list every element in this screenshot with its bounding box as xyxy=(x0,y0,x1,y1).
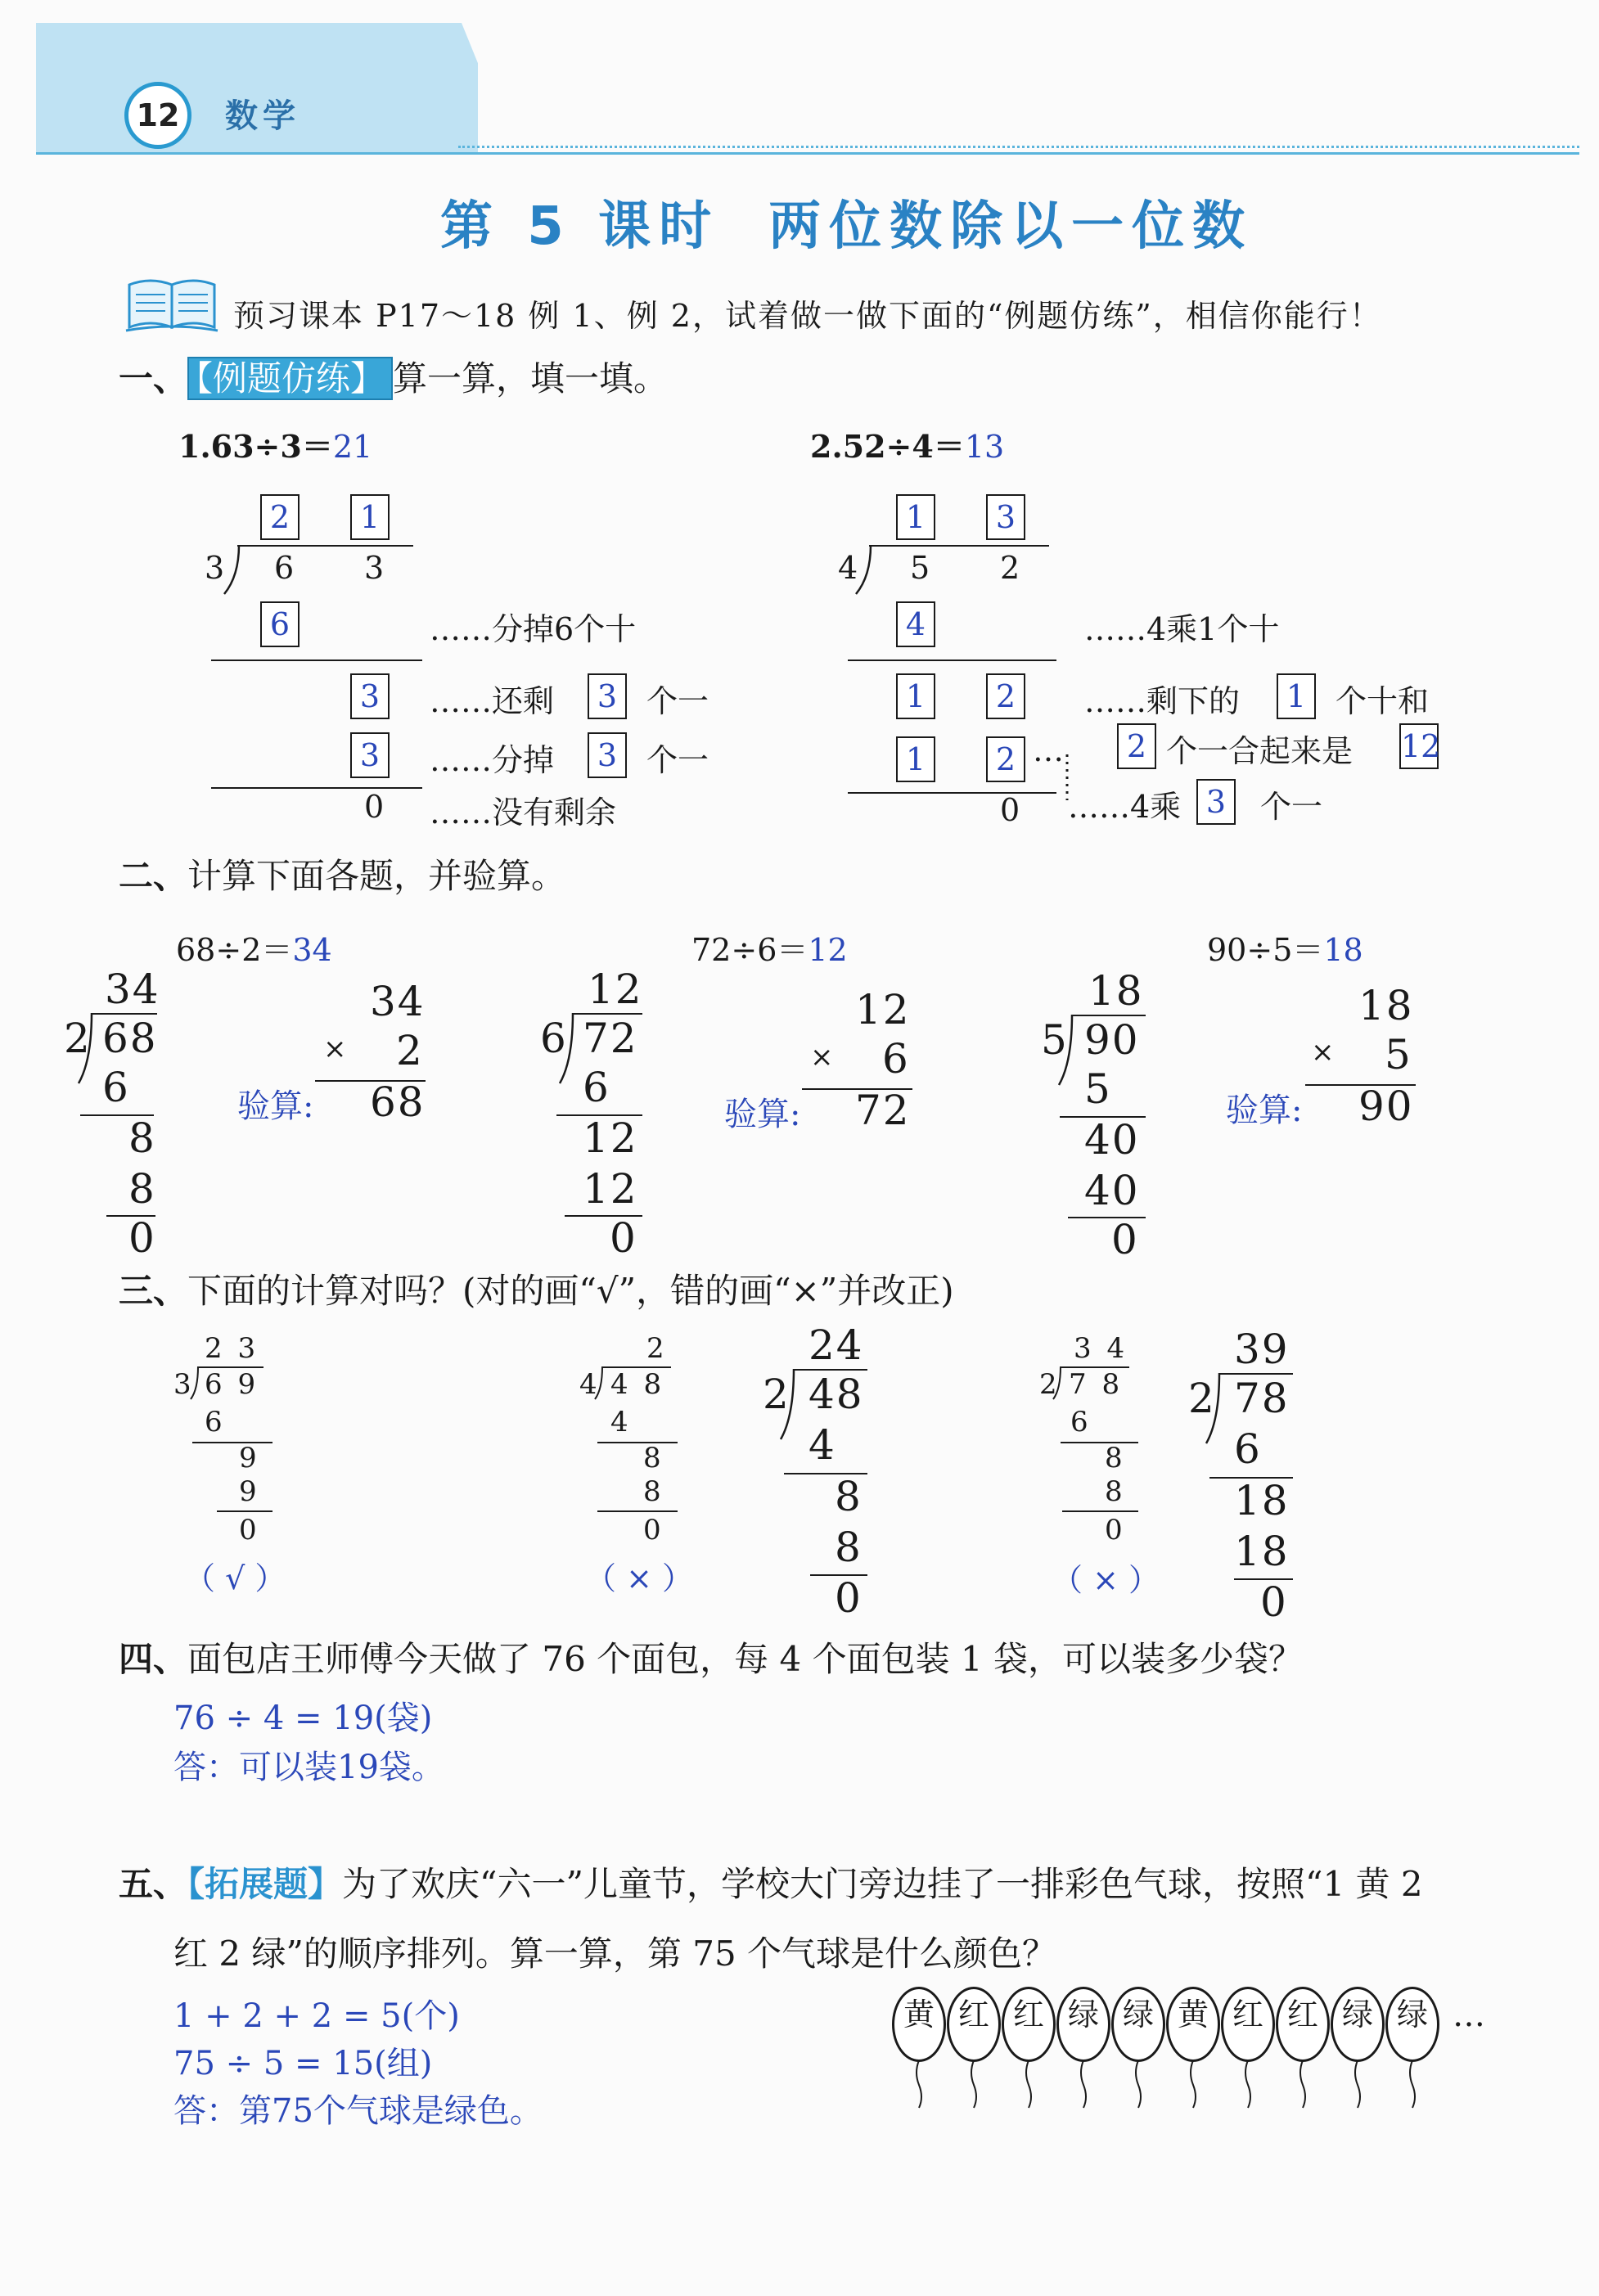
problem-1-answer: 21 xyxy=(332,429,373,465)
s5-equation-1: 1 + 2 + 2 = 5(个) xyxy=(173,1997,460,2035)
p1-subtract-2[interactable]: 3 xyxy=(350,732,390,778)
s2-1-dividend: 68 xyxy=(102,1015,158,1062)
s3a-divisor: 3 xyxy=(173,1368,191,1401)
p2-zero: 0 xyxy=(1000,792,1020,828)
s2-3-check-a: 18 xyxy=(1358,982,1414,1029)
s2-3-dividend: 90 xyxy=(1084,1016,1140,1064)
s3c-divisor: 2 xyxy=(1039,1368,1057,1401)
balloon: 红 xyxy=(1221,1987,1275,2062)
s2-3-check-b: 5 xyxy=(1385,1031,1412,1078)
section-1-heading xyxy=(119,352,668,401)
times-sign: × xyxy=(810,1041,834,1074)
s3c-fix-dividend: 78 xyxy=(1234,1375,1290,1422)
p2-division-bar xyxy=(869,545,1049,547)
s2-1-rem1: 8 xyxy=(128,1114,156,1162)
times-sign: × xyxy=(1311,1036,1335,1069)
page-title xyxy=(440,184,1253,259)
s2-1-check-a: 34 xyxy=(370,978,426,1025)
s5-answer: 答：第75个气球是绿色。 xyxy=(173,2092,543,2130)
s2-1-check-label: 验算: xyxy=(237,1087,314,1125)
lesson-label: 第 5 课时 xyxy=(440,196,720,257)
problem-2-answer: 13 xyxy=(964,429,1005,465)
p2-dividend-tens: 5 xyxy=(910,550,930,586)
s3c-quotient: 3 4 xyxy=(1074,1332,1128,1365)
balloon: 红 xyxy=(947,1987,1001,2062)
p1-rule-1 xyxy=(211,660,422,661)
balloon-string xyxy=(1133,2060,1144,2109)
s2-3-check-c: 90 xyxy=(1358,1083,1414,1130)
page-number: 12 xyxy=(124,82,191,149)
section-3-heading: 三、下面的计算对吗？(对的画“√”，错的画“×”并改正) xyxy=(119,1271,954,1311)
balloon-string xyxy=(1242,2060,1254,2109)
s3b-dividend: 4 8 xyxy=(610,1368,665,1401)
p2-divisor: 4 xyxy=(838,550,858,586)
s5-equation-2: 75 ÷ 5 = 15(组) xyxy=(173,2045,433,2082)
times-sign: × xyxy=(323,1033,347,1065)
balloon: 绿 xyxy=(1385,1987,1439,2062)
p1-note-3-unit: 个一 xyxy=(646,742,709,778)
p1-note-1: ……分掉6个十 xyxy=(430,611,637,647)
s3a-bracket xyxy=(188,1365,201,1401)
s3c-rule2 xyxy=(1062,1510,1138,1512)
s3b-rule1 xyxy=(597,1442,678,1443)
s3b-fix-quotient: 24 xyxy=(809,1321,864,1369)
balloon-string xyxy=(1297,2060,1308,2109)
p1-note-2-unit: 个一 xyxy=(646,683,709,719)
s3b-fix-divisor: 2 xyxy=(763,1371,790,1418)
section-2-heading: 二、计算下面各题，并验算。 xyxy=(119,856,566,896)
s2-1-sub2: 8 xyxy=(128,1165,156,1213)
p1-remain-1[interactable]: 3 xyxy=(350,673,390,719)
p2-dividend-ones: 2 xyxy=(1000,550,1020,586)
s2-3-rem1: 40 xyxy=(1084,1116,1140,1164)
s2-1-check-b: 2 xyxy=(396,1027,424,1074)
p2-note-2: ……剩下的 xyxy=(1084,683,1241,719)
p1-dividend-ones: 3 xyxy=(364,550,385,586)
s3c-rem1: 8 xyxy=(1105,1442,1123,1474)
s3b-bracket xyxy=(592,1365,606,1401)
p2-note-4-box[interactable]: 3 xyxy=(1196,779,1236,825)
p2-note-2-box[interactable]: 1 xyxy=(1277,673,1316,719)
s3a-mark: （ √ ） xyxy=(184,1560,286,1596)
s3c-fix-sub2: 18 xyxy=(1234,1528,1290,1575)
s2-2-dividend: 72 xyxy=(583,1015,638,1062)
s2-1-sub1: 6 xyxy=(102,1064,130,1111)
p2-subtract-ones[interactable]: 2 xyxy=(986,736,1025,782)
s3a-rule1 xyxy=(192,1442,273,1443)
s2-expr-3: 90÷5＝18 xyxy=(1207,932,1363,968)
s2-1-quotient: 34 xyxy=(105,966,160,1013)
lesson-topic: 两位数除以一位数 xyxy=(768,196,1254,257)
s2-1-divisor: 2 xyxy=(64,1015,92,1062)
example-tag: 【例题仿练】 xyxy=(187,357,393,400)
s2-2-check-a: 12 xyxy=(855,986,911,1033)
s4-equation: 76 ÷ 4 = 19(袋) xyxy=(173,1699,433,1737)
balloon-string xyxy=(968,2060,980,2109)
s2-3-sub2: 40 xyxy=(1084,1167,1140,1214)
p1-quotient-tens[interactable]: 2 xyxy=(260,494,300,540)
s3b-zero: 0 xyxy=(643,1514,661,1546)
balloon: 黄 xyxy=(1166,1987,1220,2062)
balloon-string xyxy=(1352,2060,1363,2109)
s2-3-divisor: 5 xyxy=(1041,1016,1069,1064)
p1-dividend-tens: 6 xyxy=(274,550,295,586)
balloon: 绿 xyxy=(1331,1987,1385,2062)
s3a-sub2: 9 xyxy=(239,1475,257,1508)
s2-2-check-label: 验算: xyxy=(724,1096,801,1133)
s2-3-check-label: 验算: xyxy=(1226,1092,1303,1129)
s3c-fix-zero: 0 xyxy=(1260,1578,1288,1626)
balloon: 绿 xyxy=(1056,1987,1110,2062)
balloon: 黄 xyxy=(892,1987,946,2062)
s3a-rule2 xyxy=(217,1510,273,1512)
s2-expr-2: 72÷6＝12 xyxy=(691,932,848,968)
balloon-string xyxy=(1407,2060,1418,2109)
p2-quotient-tens[interactable]: 1 xyxy=(896,494,935,540)
section-1-number: 一、 xyxy=(119,358,188,398)
p2-note-3-box[interactable]: 2 xyxy=(1117,723,1156,769)
s3c-fix-divisor: 2 xyxy=(1188,1375,1216,1422)
p1-rule-2 xyxy=(211,787,422,789)
section-1-text: 算一算，填一填。 xyxy=(393,358,669,398)
s3c-bracket xyxy=(1051,1365,1064,1401)
p2-note-3: 个一合起来是 xyxy=(1166,733,1354,769)
p2-note-2-unit: 个十和 xyxy=(1336,683,1430,719)
balloon: 绿 xyxy=(1111,1987,1165,2062)
s3a-quotient: 2 3 xyxy=(205,1332,259,1365)
p1-note-2: ……还剩 xyxy=(430,683,555,719)
section-5-heading: 五、【拓展题】为了欢庆“六一”儿童节，学校大门旁边挂了一排彩色气球，按照“1 黄 2 xyxy=(119,1864,1423,1904)
header-divider xyxy=(458,146,1579,148)
balloon-string xyxy=(1187,2060,1199,2109)
p2-quotient-ones[interactable]: 3 xyxy=(986,494,1025,540)
section-4-heading: 四、面包店王师傅今天做了 76 个面包，每 4 个面包装 1 袋，可以装多少袋？ xyxy=(119,1639,1304,1679)
p2-subtract-1[interactable]: 4 xyxy=(896,601,935,647)
s3c-sub1: 6 xyxy=(1070,1406,1088,1438)
s2-2-sub1: 6 xyxy=(583,1064,610,1111)
s2-3-sub1: 5 xyxy=(1084,1065,1112,1113)
balloon-ellipsis: … xyxy=(1453,1997,1485,2034)
p2-note-4-unit: 个一 xyxy=(1260,789,1323,825)
s3b-sub2: 8 xyxy=(643,1475,661,1508)
p2-rule-2 xyxy=(848,792,1056,794)
s3c-fix-quotient: 39 xyxy=(1234,1326,1290,1373)
s3a-dividend: 6 9 xyxy=(205,1368,259,1401)
p2-remain-tens[interactable]: 1 xyxy=(896,673,935,719)
s3a-sub1: 6 xyxy=(205,1406,223,1438)
balloon-string xyxy=(1023,2060,1034,2109)
balloon: 红 xyxy=(1276,1987,1330,2062)
s3a-zero: 0 xyxy=(239,1514,257,1546)
s2-2-check-c: 72 xyxy=(855,1087,911,1134)
p1-note-4: ……没有剩余 xyxy=(430,795,617,831)
s2-2-rem1: 12 xyxy=(583,1114,638,1162)
s2-1-zero: 0 xyxy=(128,1214,156,1262)
problem-1-label: 1.63÷3＝21 xyxy=(178,428,373,465)
p2-subtract-tens[interactable]: 1 xyxy=(896,736,935,782)
s3c-rule1 xyxy=(1061,1442,1138,1443)
p1-divisor: 3 xyxy=(205,550,225,586)
s2-1-check-c: 68 xyxy=(370,1078,426,1126)
s2-3-quotient: 18 xyxy=(1088,967,1144,1015)
p1-note-3-box[interactable]: 3 xyxy=(588,732,627,778)
s3b-fix-zero: 0 xyxy=(835,1574,863,1622)
balloon: 红 xyxy=(1002,1987,1056,2062)
s2-expr-1: 68÷2＝34 xyxy=(176,932,332,968)
s3c-dividend: 7 8 xyxy=(1069,1368,1124,1401)
intro-text: 预习课本 P17～18 例 1、例 2，试着做一做下面的“例题仿练”，相信你能行！ xyxy=(233,298,1382,334)
s3c-sub2: 8 xyxy=(1105,1475,1123,1508)
s3c-mark: （ × ） xyxy=(1052,1562,1160,1598)
book-icon xyxy=(124,277,223,335)
s3b-rem1: 8 xyxy=(643,1442,661,1474)
p1-subtract-1[interactable]: 6 xyxy=(260,601,300,647)
s2-2-zero: 0 xyxy=(610,1214,637,1262)
p2-remain-ones[interactable]: 2 xyxy=(986,673,1025,719)
p2-note-1: ……4乘1个十 xyxy=(1084,611,1280,647)
s4-answer: 答：可以装19袋。 xyxy=(173,1749,444,1786)
s2-2-check-b: 6 xyxy=(882,1035,910,1083)
balloon-string xyxy=(913,2060,925,2109)
s3c-zero: 0 xyxy=(1105,1514,1123,1546)
p1-note-3: ……分掉 xyxy=(430,742,555,778)
s2-2-sub2: 12 xyxy=(583,1165,638,1213)
balloon-string xyxy=(1078,2060,1089,2109)
s3c-fix-rem1: 18 xyxy=(1234,1477,1290,1524)
s2-3-zero: 0 xyxy=(1111,1216,1139,1263)
s3a-rem1: 9 xyxy=(239,1442,257,1474)
p2-note-3-result[interactable]: 12 xyxy=(1399,723,1439,769)
s3b-fix-dividend: 48 xyxy=(809,1371,864,1418)
s3b-quotient: 2 xyxy=(646,1332,664,1365)
p1-zero: 0 xyxy=(364,789,385,825)
s2-2-quotient: 12 xyxy=(588,966,643,1013)
s3b-mark: （ × ） xyxy=(585,1560,693,1596)
s3b-fix-sub1: 4 xyxy=(809,1421,836,1469)
s3b-fix-rem1: 8 xyxy=(835,1473,863,1520)
s3b-sub1: 4 xyxy=(610,1406,628,1438)
s2-2-divisor: 6 xyxy=(540,1015,568,1062)
p1-note-2-box[interactable]: 3 xyxy=(588,673,627,719)
p1-division-bar xyxy=(237,545,413,547)
header-rule xyxy=(36,152,1579,155)
problem-2-label: 2.52÷4＝13 xyxy=(810,428,1005,465)
s3c-fix-sub1: 6 xyxy=(1234,1425,1262,1473)
p1-quotient-ones[interactable]: 1 xyxy=(350,494,390,540)
p2-dots: … xyxy=(1033,732,1064,768)
s3b-fix-sub2: 8 xyxy=(835,1524,863,1571)
section-5-text-2: 红 2 绿”的顺序排列。算一算，第 75 个气球是什么颜色？ xyxy=(173,1934,1057,1974)
p2-rule-1 xyxy=(848,660,1056,661)
extension-tag: 【拓展题】 xyxy=(187,1864,343,1904)
s3b-divisor: 4 xyxy=(579,1368,597,1401)
subject-label: 数学 xyxy=(225,97,300,135)
s3b-rule2 xyxy=(597,1510,678,1512)
p2-note-4: ……4乘 xyxy=(1068,789,1182,825)
